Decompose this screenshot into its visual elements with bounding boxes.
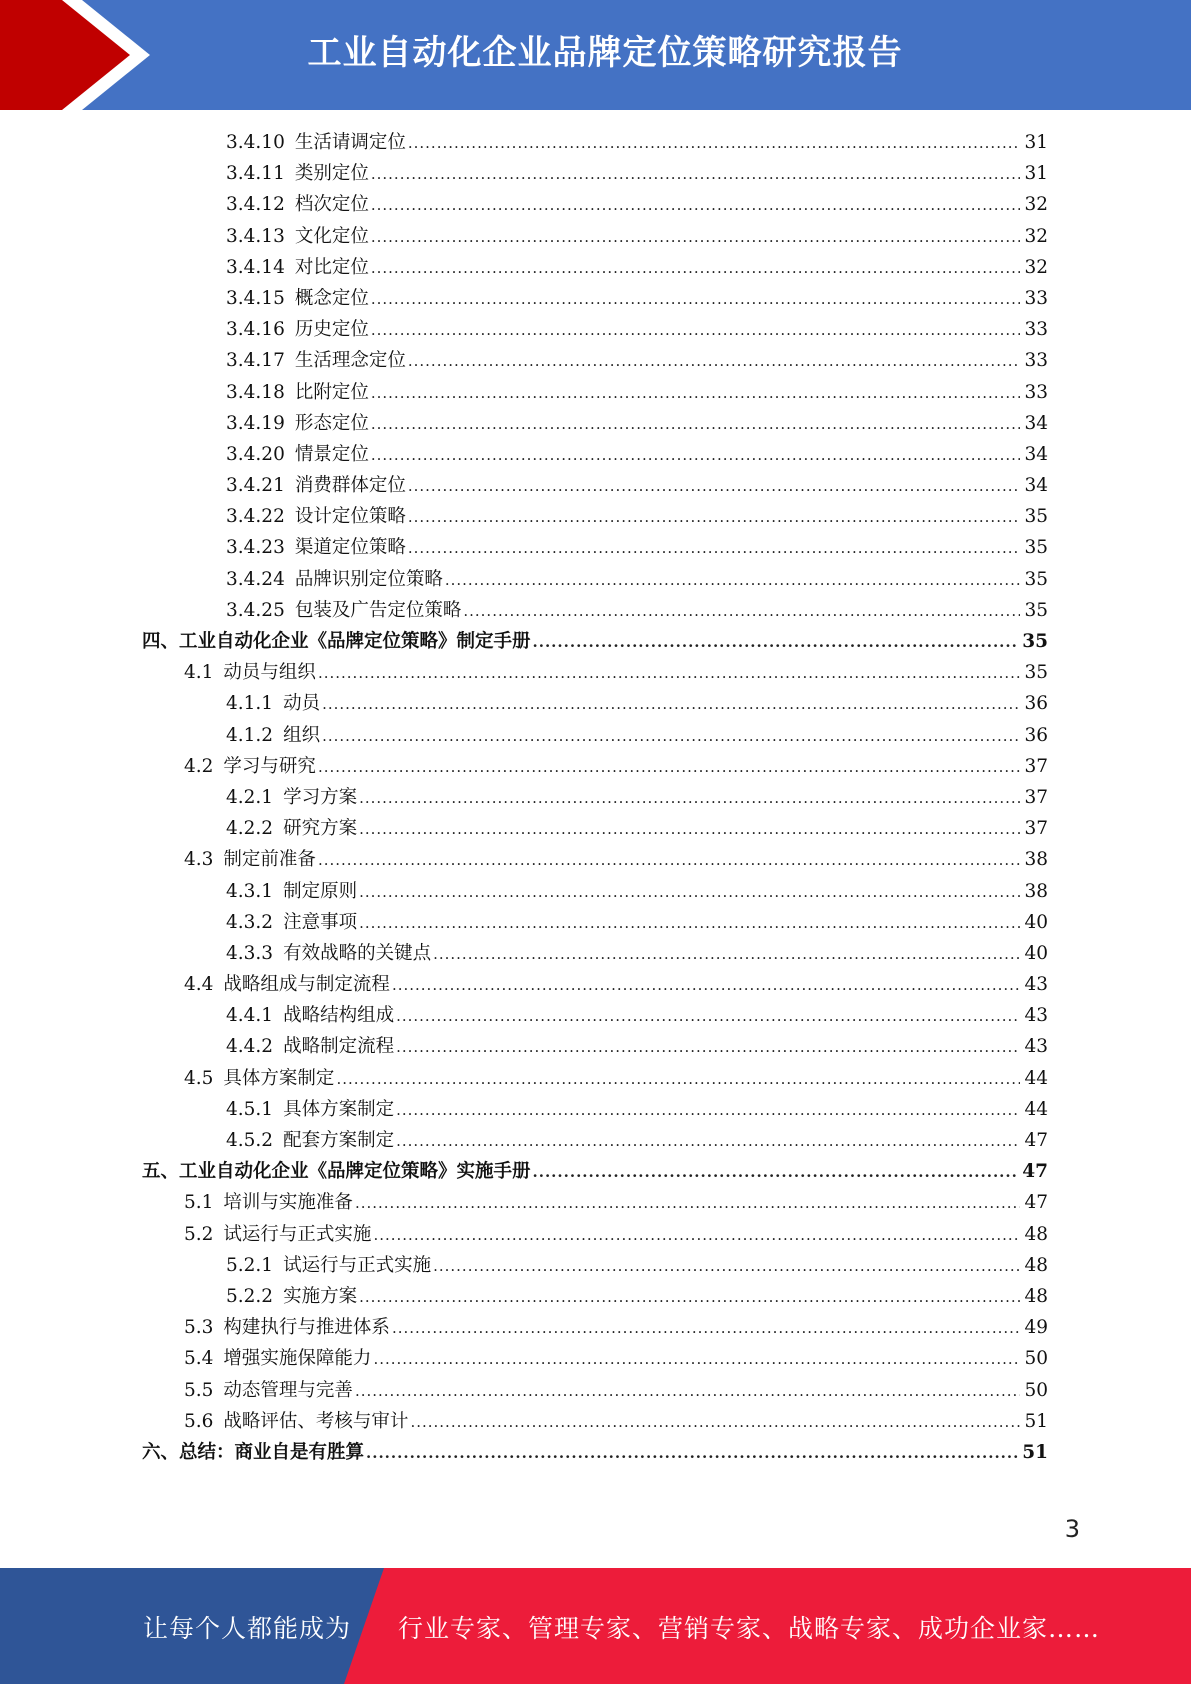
toc-entry-number: 3.4.25 xyxy=(226,599,285,621)
page-header xyxy=(0,0,1191,110)
toc-entry-page: 35 xyxy=(1024,506,1048,528)
toc-entry[interactable] xyxy=(142,159,1048,190)
toc-entry[interactable] xyxy=(142,440,1048,471)
toc-entry-number: 3.4.19 xyxy=(226,412,285,434)
toc-entry-title: 战略组成与制定流程 xyxy=(223,974,390,996)
toc-entry-title: 包装及广告定位策略 xyxy=(294,599,462,621)
toc-entry-number: 5.1 xyxy=(184,1192,214,1214)
toc-entry-page: 51 xyxy=(1024,1410,1048,1432)
toc-entry-title: 试运行与正式实施 xyxy=(223,1223,372,1245)
toc-entry[interactable] xyxy=(142,565,1048,596)
toc-entry[interactable] xyxy=(142,1126,1048,1157)
toc-dot-leader xyxy=(318,664,1021,682)
toc-entry-page: 44 xyxy=(1024,1067,1048,1089)
toc-entry-title: 动员 xyxy=(283,693,321,715)
toc-entry-number: 4.2 xyxy=(184,755,214,777)
toc-entry-number: 3.4.20 xyxy=(226,443,285,465)
toc-entry-title: 档次定位 xyxy=(294,194,369,216)
toc-entry-title: 消费群体定位 xyxy=(294,475,406,497)
toc-entry-number: 3.4.11 xyxy=(226,163,285,185)
toc-dot-leader xyxy=(355,1382,1021,1400)
toc-entry[interactable] xyxy=(142,1251,1048,1282)
toc-entry[interactable] xyxy=(142,253,1048,284)
toc-dot-leader xyxy=(392,976,1021,994)
toc-dot-leader xyxy=(408,134,1021,152)
toc-entry-page: 35 xyxy=(1024,662,1048,684)
toc-dot-leader xyxy=(359,883,1020,901)
toc-dot-leader xyxy=(355,1194,1021,1212)
toc-entry-title: 培训与实施准备 xyxy=(223,1192,353,1214)
toc-entry-number: 5.2.2 xyxy=(226,1285,274,1307)
toc-entry-title: 注意事项 xyxy=(283,911,358,933)
toc-entry-number: 4.3.1 xyxy=(226,880,274,902)
toc-entry-title: 制定前准备 xyxy=(223,849,316,871)
toc-entry[interactable] xyxy=(142,471,1048,502)
toc-entry-number: 5.3 xyxy=(184,1317,214,1339)
toc-entry-title: 构建执行与推进体系 xyxy=(223,1317,390,1339)
toc-dot-leader xyxy=(371,415,1021,433)
toc-entry[interactable] xyxy=(142,502,1048,533)
toc-entry-title: 文化定位 xyxy=(294,225,369,247)
toc-entry-title: 制定原则 xyxy=(283,880,358,902)
toc-entry[interactable] xyxy=(142,533,1048,564)
toc-entry-title: 六、总结：商业自是有胜算 xyxy=(142,1441,365,1463)
toc-entry-title: 生活请调定位 xyxy=(294,132,406,153)
toc-entry-number: 5.5 xyxy=(184,1379,214,1401)
toc-entry-number: 5.2 xyxy=(184,1223,214,1245)
toc-entry-number: 4.4 xyxy=(184,974,214,996)
toc-dot-leader xyxy=(408,508,1021,526)
toc-entry-number: 3.4.13 xyxy=(226,225,285,247)
toc-entry-title: 战略结构组成 xyxy=(283,1005,395,1027)
toc-entry-title: 设计定位策略 xyxy=(294,506,406,528)
toc-entry-number: 4.3 xyxy=(184,849,214,871)
toc-entry-page: 49 xyxy=(1024,1317,1048,1339)
toc-entry[interactable] xyxy=(142,1407,1048,1438)
toc-entry-number: 4.3.3 xyxy=(226,942,274,964)
toc-dot-leader xyxy=(359,1288,1020,1306)
toc-entry-title: 生活理念定位 xyxy=(294,350,406,372)
toc-dot-leader xyxy=(445,571,1021,589)
toc-entry-page: 33 xyxy=(1024,287,1048,309)
toc-entry[interactable] xyxy=(142,1220,1048,1251)
toc-entry[interactable] xyxy=(142,783,1048,814)
toc-entry[interactable] xyxy=(142,939,1048,970)
toc-dot-leader xyxy=(396,1007,1020,1025)
toc-entry[interactable] xyxy=(142,627,1048,658)
toc-entry-page: 38 xyxy=(1024,849,1048,871)
toc-entry[interactable] xyxy=(142,128,1048,159)
footer-slogan-right: 行业专家、管理专家、营销专家、战略专家、成功企业家…… xyxy=(398,1614,1101,1643)
toc-dot-leader xyxy=(392,1319,1021,1337)
toc-entry-page: 47 xyxy=(1024,1130,1048,1151)
toc-dot-leader xyxy=(408,539,1021,557)
toc-entry-page: 43 xyxy=(1024,1036,1048,1058)
toc-entry-title: 配套方案制定 xyxy=(283,1130,395,1151)
toc-entry[interactable] xyxy=(142,1095,1048,1126)
toc-entry-number: 3.4.21 xyxy=(226,475,285,497)
toc-entry-title: 研究方案 xyxy=(283,818,358,840)
toc-entry[interactable] xyxy=(142,1282,1048,1313)
toc-entry-title: 动员与组织 xyxy=(223,662,316,684)
toc-dot-leader xyxy=(318,758,1021,776)
toc-dot-leader xyxy=(371,446,1021,464)
toc-entry-number: 4.1.2 xyxy=(226,724,274,746)
toc-dot-leader xyxy=(373,1350,1020,1368)
toc-entry-title: 四、工业自动化企业《品牌定位策略》制定手册 xyxy=(142,631,531,652)
toc-entry-title: 对比定位 xyxy=(294,256,369,278)
toc-entry-page: 48 xyxy=(1024,1254,1048,1276)
toc-entry[interactable] xyxy=(142,1064,1048,1095)
toc-entry-page: 50 xyxy=(1024,1348,1048,1370)
toc-entry-number: 4.5.2 xyxy=(226,1130,274,1151)
toc-entry-number: 4.2.2 xyxy=(226,818,274,840)
toc-dot-leader xyxy=(371,259,1021,277)
toc-entry-number: 3.4.14 xyxy=(226,256,285,278)
toc-dot-leader xyxy=(322,727,1020,745)
toc-entry-number: 3.4.12 xyxy=(226,194,285,216)
toc-entry-number: 4.1.1 xyxy=(226,693,274,715)
toc-dot-leader xyxy=(396,1038,1020,1056)
toc-entry-title: 情景定位 xyxy=(294,443,369,465)
toc-entry-page: 32 xyxy=(1024,225,1048,247)
toc-dot-leader xyxy=(371,165,1021,183)
page-footer xyxy=(0,1568,1191,1684)
toc-dot-leader xyxy=(433,1257,1020,1275)
toc-dot-leader xyxy=(336,1070,1020,1088)
toc-entry-title: 类别定位 xyxy=(294,163,369,185)
toc-dot-leader xyxy=(408,477,1021,495)
toc-entry-page: 35 xyxy=(1024,537,1048,559)
toc-dot-leader xyxy=(366,1444,1018,1462)
toc-entry-number: 5.4 xyxy=(184,1348,214,1370)
toc-entry[interactable] xyxy=(142,378,1048,409)
toc-dot-leader xyxy=(371,290,1021,308)
toc-entry-page: 31 xyxy=(1024,163,1048,185)
toc-entry-page: 33 xyxy=(1024,319,1048,341)
toc-entry-page: 33 xyxy=(1024,350,1048,372)
toc-entry[interactable] xyxy=(142,1157,1048,1188)
toc-entry-page: 50 xyxy=(1024,1379,1048,1401)
toc-entry-page: 47 xyxy=(1024,1192,1048,1214)
toc-dot-leader xyxy=(371,384,1021,402)
toc-entry[interactable] xyxy=(142,970,1048,1001)
toc-entry-page: 48 xyxy=(1024,1223,1048,1245)
toc-entry-title: 具体方案制定 xyxy=(223,1067,335,1089)
toc-entry-page: 31 xyxy=(1024,132,1048,153)
toc-entry[interactable] xyxy=(142,1188,1048,1219)
toc-entry[interactable] xyxy=(142,1438,1048,1469)
toc-entry-number: 3.4.22 xyxy=(226,506,285,528)
toc-entry[interactable] xyxy=(142,814,1048,845)
toc-entry-number: 3.4.17 xyxy=(226,350,285,372)
toc-entry-page: 37 xyxy=(1024,818,1048,840)
toc-entry-page: 36 xyxy=(1024,693,1048,715)
toc-entry[interactable] xyxy=(142,346,1048,377)
toc-dot-leader xyxy=(371,196,1021,214)
toc-entry-page: 37 xyxy=(1024,755,1048,777)
toc-entry-page: 47 xyxy=(1022,1161,1048,1183)
toc-entry-title: 动态管理与完善 xyxy=(223,1379,353,1401)
toc-entry-page: 38 xyxy=(1024,880,1048,902)
toc-entry[interactable] xyxy=(142,752,1048,783)
toc-dot-leader xyxy=(371,228,1021,246)
toc-entry-title: 有效战略的关键点 xyxy=(283,942,432,964)
toc-dot-leader xyxy=(359,789,1020,807)
toc-entry-page: 44 xyxy=(1024,1098,1048,1120)
toc-entry[interactable] xyxy=(142,721,1048,752)
toc-entry[interactable] xyxy=(142,409,1048,440)
toc-dot-leader xyxy=(408,352,1021,370)
toc-entry-page: 40 xyxy=(1024,942,1048,964)
toc-entry[interactable] xyxy=(142,689,1048,720)
toc-entry-number: 3.4.16 xyxy=(226,319,285,341)
toc-entry[interactable] xyxy=(142,658,1048,689)
toc-entry[interactable] xyxy=(142,1313,1048,1344)
toc-entry[interactable] xyxy=(142,315,1048,346)
toc-dot-leader xyxy=(371,321,1021,339)
toc-entry-page: 43 xyxy=(1024,1005,1048,1027)
toc-dot-leader xyxy=(396,1132,1020,1150)
toc-entry-title: 概念定位 xyxy=(294,287,369,309)
toc-entry-page: 34 xyxy=(1024,412,1048,434)
header-title: 工业自动化企业品牌定位策略研究报告 xyxy=(307,33,903,73)
toc-dot-leader xyxy=(533,1163,1019,1181)
toc-dot-leader xyxy=(318,851,1021,869)
toc-entry-number: 4.1 xyxy=(184,662,214,684)
toc-entry[interactable] xyxy=(142,284,1048,315)
toc-dot-leader xyxy=(396,1101,1020,1119)
toc-entry-page: 48 xyxy=(1024,1285,1048,1307)
toc-entry[interactable] xyxy=(142,845,1048,876)
toc-entry-title: 具体方案制定 xyxy=(283,1098,395,1120)
toc-entry-title: 五、工业自动化企业《品牌定位策略》实施手册 xyxy=(142,1161,531,1183)
toc-dot-leader xyxy=(433,945,1020,963)
toc-entry-title: 战略评估、考核与审计 xyxy=(223,1410,409,1432)
toc-entry-number: 4.4.1 xyxy=(226,1005,274,1027)
toc-entry-title: 渠道定位策略 xyxy=(294,537,406,559)
toc-entry-number: 3.4.24 xyxy=(226,568,285,590)
toc-dot-leader xyxy=(533,633,1019,651)
toc-dot-leader xyxy=(373,1226,1020,1244)
toc-dot-leader xyxy=(463,602,1020,620)
toc-entry-number: 4.5 xyxy=(184,1067,214,1089)
toc-entry-number: 4.4.2 xyxy=(226,1036,274,1058)
toc-entry-page: 34 xyxy=(1024,475,1048,497)
toc-entry-page: 43 xyxy=(1024,974,1048,996)
toc-entry[interactable] xyxy=(142,877,1048,908)
toc-entry[interactable] xyxy=(142,222,1048,253)
toc-entry[interactable] xyxy=(142,1001,1048,1032)
toc-entry-page: 32 xyxy=(1024,194,1048,216)
toc-entry-page: 51 xyxy=(1022,1441,1048,1463)
toc-entry-title: 增强实施保障能力 xyxy=(223,1348,372,1370)
toc-entry-number: 5.2.1 xyxy=(226,1254,274,1276)
toc-entry[interactable] xyxy=(142,1376,1048,1407)
toc-entry-title: 历史定位 xyxy=(294,319,369,341)
toc-entry-title: 学习方案 xyxy=(283,786,358,808)
toc-entry-title: 组织 xyxy=(283,724,321,746)
toc-entry-title: 试运行与正式实施 xyxy=(283,1254,432,1276)
page-number: 3 xyxy=(1064,1515,1080,1543)
toc-entry-number: 3.4.15 xyxy=(226,287,285,309)
toc-entry-number: 3.4.10 xyxy=(226,132,285,153)
toc-entry-title: 战略制定流程 xyxy=(283,1036,395,1058)
toc-entry-title: 形态定位 xyxy=(294,412,369,434)
toc-entry-page: 35 xyxy=(1022,631,1048,652)
toc-entry-title: 实施方案 xyxy=(283,1285,358,1307)
toc-entry-number: 3.4.18 xyxy=(226,381,285,403)
toc-entry[interactable] xyxy=(142,1032,1048,1063)
toc-entry[interactable] xyxy=(142,596,1048,627)
toc-entry[interactable] xyxy=(142,190,1048,221)
footer-slogan-left: 让每个人都能成为 xyxy=(143,1614,352,1643)
toc-entry-page: 32 xyxy=(1024,256,1048,278)
toc-entry-page: 34 xyxy=(1024,443,1048,465)
toc-entry-number: 4.3.2 xyxy=(226,911,274,933)
toc-entry-title: 比附定位 xyxy=(294,381,369,403)
toc-dot-leader xyxy=(359,820,1020,838)
toc-entry-number: 4.5.1 xyxy=(226,1098,274,1120)
toc-entry-page: 33 xyxy=(1024,381,1048,403)
toc-entry-title: 品牌识别定位策略 xyxy=(294,568,443,590)
toc-entry-page: 40 xyxy=(1024,911,1048,933)
toc-entry-page: 37 xyxy=(1024,786,1048,808)
toc-entry-number: 3.4.23 xyxy=(226,537,285,559)
toc-dot-leader xyxy=(322,695,1020,713)
toc-entry[interactable] xyxy=(142,908,1048,939)
toc-entry[interactable] xyxy=(142,1344,1048,1375)
toc-entry-number: 5.6 xyxy=(184,1410,214,1432)
toc-entry-title: 学习与研究 xyxy=(223,755,316,777)
toc-entry-number: 4.2.1 xyxy=(226,786,274,808)
table-of-contents xyxy=(142,128,1048,1469)
toc-entry-page: 35 xyxy=(1024,568,1048,590)
toc-entry-page: 35 xyxy=(1024,599,1048,621)
toc-entry-page: 36 xyxy=(1024,724,1048,746)
toc-dot-leader xyxy=(359,914,1020,932)
toc-dot-leader xyxy=(410,1413,1020,1431)
